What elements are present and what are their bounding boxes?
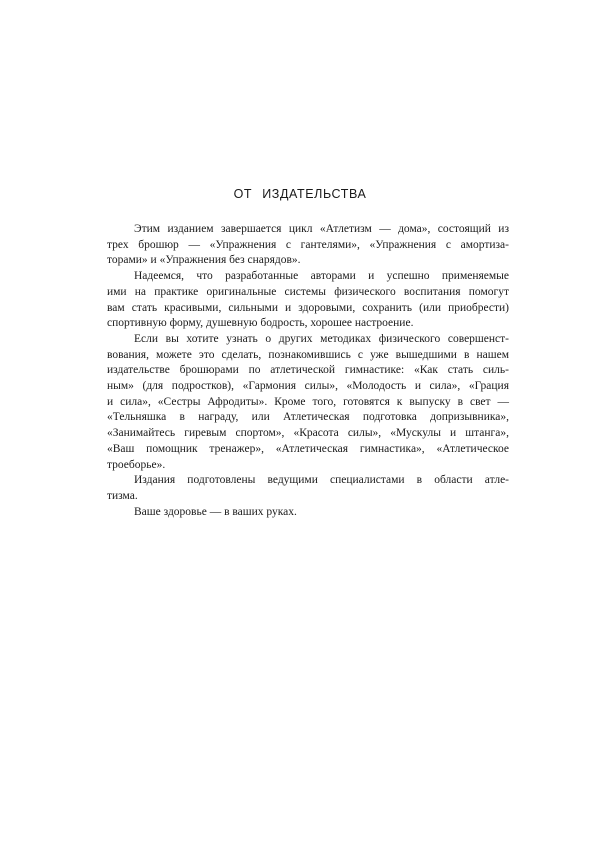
text-line: «Тельняшка в награду, или Атлетическая подготовка допризывника», <box>107 411 509 424</box>
text-line: «Ваш помощник тренажер», «Атлетическая гимнастика», «Атлетическое <box>107 442 509 455</box>
text-line: Надеемся, что разработанные авторами и успешно применяемые <box>134 270 509 283</box>
text-line: и сила», «Сестры Афродиты». Кроме того, готовятся к выпуску в свет — <box>107 395 509 408</box>
text-line: Издания подготовлены ведущими специалистами в области атле- <box>134 474 509 487</box>
text-line: торами» и «Упражнения без снарядов». <box>107 254 301 267</box>
text-line: вования, можете это сделать, познакомившись с уже вышедшими в нашем <box>107 348 509 361</box>
text-line: ими на практике оригинальные системы физического воспитания помогут <box>107 285 509 298</box>
text-line: «Занимайтесь гиревым спортом», «Красота силы», «Мускулы и штанга», <box>107 427 509 440</box>
paragraph <box>107 332 509 473</box>
text-line: Ваше здоровье — в ваших руках. <box>134 505 297 518</box>
text-line: троеборье». <box>107 458 166 471</box>
paragraph <box>107 473 509 504</box>
paragraph <box>107 222 509 269</box>
text-line: издательстве брошюрами по атлетической гимнастике: «Как стать силь- <box>107 364 509 377</box>
text-line: тизма. <box>107 489 138 502</box>
paragraph <box>107 269 509 332</box>
text-line: Этим изданием завершается цикл «Атлетизм — дома», состоящий из <box>134 223 509 235</box>
page-title: ОТ ИЗДАТЕЛЬСТВА <box>233 187 367 201</box>
text-line: трех брошюр — «Упражнения с гантелями», «Упражнения с амортиза- <box>107 238 509 251</box>
text-line: ным» (для подростков), «Гармония силы», «Молодость и сила», «Грация <box>107 380 509 393</box>
text-line: спортивную форму, душевную бодрость, хорошее настроение. <box>107 317 414 330</box>
paragraph <box>107 505 509 521</box>
text-line: вам стать красивыми, сильными и здоровыми, сохранить (или приобрести) <box>107 301 509 314</box>
text-line: Если вы хотите узнать о других методиках физического совершенст- <box>134 332 509 345</box>
body-text <box>107 222 509 520</box>
